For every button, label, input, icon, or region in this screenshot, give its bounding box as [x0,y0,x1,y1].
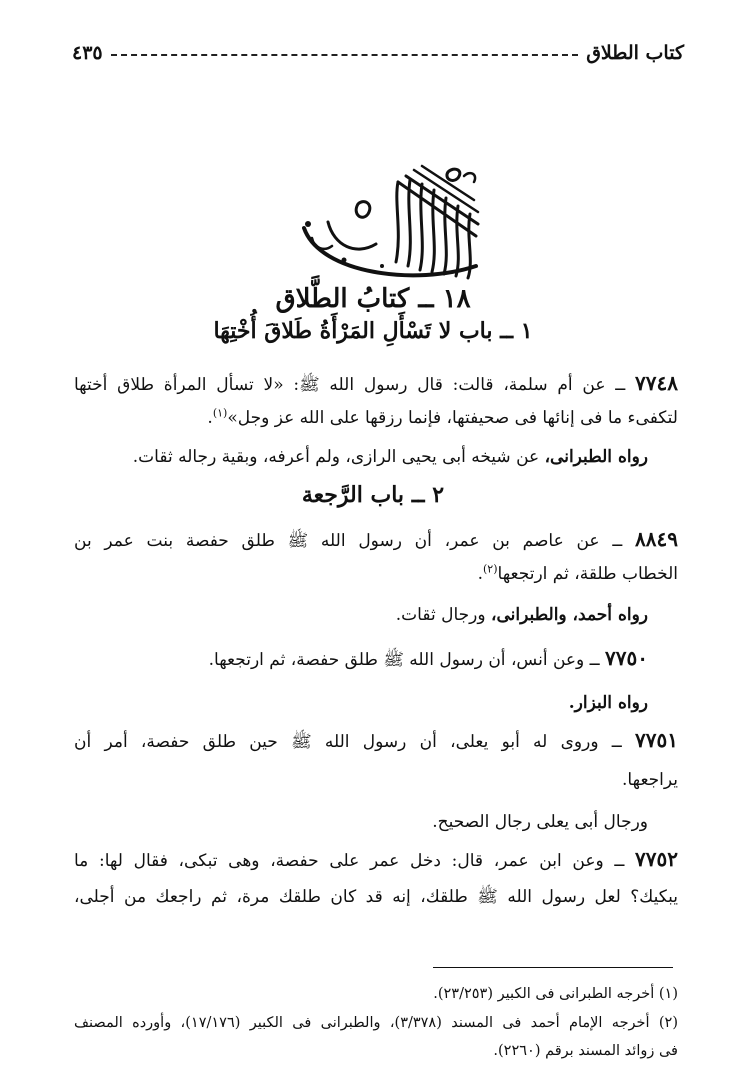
narrator-source: رواه البزار. [568,693,648,713]
footnote-separator [433,967,673,968]
hadith-7751-narration [74,808,648,836]
hadith-number: ٧٧٥٠ [605,646,648,670]
page-number: ٤٣٥ [72,42,103,64]
hadith-text: يراجعها. [622,770,678,790]
footnote-1: (١) أخرجه الطبرانى فى الكبير (٢٣/٢٥٣). [433,986,678,1002]
hadith-7748-line-2: لتكفىء ما فى إنائها فى صحيفتها، فإنما رزقها على الله عز وجل»$^{(١)}$. [207,406,678,428]
hadith-8849-narration [74,601,648,629]
book-title: ١٨ ــ كتابُ الطَّلاق [275,284,471,314]
hadith-number: ٧٧٥٢ [635,847,678,871]
hadith-text: لتكفىء ما فى إنائها فى صحيفتها، فإنما رزقها على الله عز وجل» [227,408,678,428]
narration-text: عن شيخه أبى يحيى الرازى، ولم أعرفه، وبقية رجاله ثقات. [132,447,540,467]
hadith-text: ــ وروى له أبو يعلى، أن رسول الله ﷺ حين طلق حفصة، أمر أن [74,732,622,752]
hadith-7752-line-1 [74,845,678,875]
hadith-text: الخطاب طلقة، ثم ارتجعها [497,564,678,584]
footnote-2-line-2: فى زوائد المسند برقم (٢٢٦٠). [493,1043,678,1059]
hadith-8849-line-2: الخطاب طلقة، ثم ارتجعها$^{(٢)}$. [477,562,678,584]
narrator-source: رواه أحمد، والطبرانى، [490,605,648,625]
header-chapter-title: كتاب الطلاق [586,42,684,64]
hadith-7750-line-1 [74,644,648,674]
hadith-7750-narration [74,689,648,717]
basmala-calligraphy [298,162,482,292]
hadith-text: ــ عن أم سلمة، قالت: قال رسول الله ﷺ: «لا تسأل المرأة طلاق أختها [74,375,626,395]
hadith-text: ــ عن عاصم بن عمر، أن رسول الله ﷺ طلق حفصة بنت عمر بن [74,531,623,551]
narrator-source: رواه الطبرانى، [544,447,648,467]
hadith-8849-line-1 [74,525,678,555]
narration-text: ورجال ثقات. [395,605,486,625]
footnote-ref: (١) [212,406,228,420]
hadith-number: ٨٨٤٩ [635,527,679,551]
hadith-7748-narration [74,443,648,471]
hadith-text: يبكيك؟ لعل رسول الله ﷺ طلقك، إنه قد كان طلقك مرة، ثم راجعك من أجلى، [74,887,678,907]
hadith-7751-line-2 [74,766,678,794]
hadith-7748-line-1 [74,369,678,399]
hadith-number: ٧٧٤٨ [635,371,678,395]
hadith-text: ــ وعن أنس، أن رسول الله ﷺ طلق حفصة، ثم ارتجعها. [208,650,600,670]
hadith-number: ٧٧٥١ [635,728,679,752]
chapter-title: ١ ــ باب لا تَسْأَلِ المَرْأَةُ طَلاقَ أُخْتِهَا [213,318,533,344]
hadith-7751-line-1 [74,726,678,756]
chapter-title: ٢ ــ باب الرَّجعة [301,482,445,508]
hadith-text: ــ وعن ابن عمر، قال: دخل عمر على حفصة، وهى تبكى، فقال لها: ما [74,851,625,871]
narration-text: ورجال أبى يعلى رجال الصحيح. [432,812,648,832]
running-header [72,40,684,66]
header-dashed-rule [111,54,579,56]
hadith-7752-line-2 [74,883,678,911]
footnote-2-line-1: (٢) أخرجه الإمام أحمد فى المسند (٣/٣٧٨)، والطبرانى فى الكبير (١٧/١٧٦)، وأورده المصنف [74,1015,678,1031]
footnote-ref: (٢) [483,562,498,576]
